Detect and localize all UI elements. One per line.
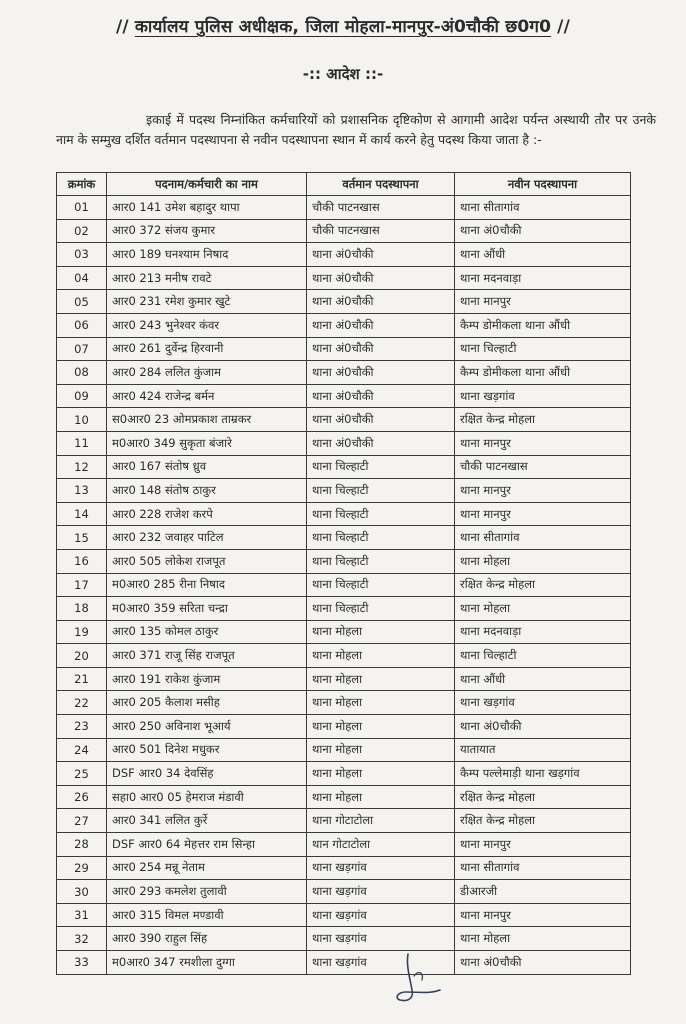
employee-name-cell: आर0 231 रमेश कुमार खुटे [107, 290, 307, 314]
current-posting-cell: थाना अं0चौकी [307, 431, 455, 455]
table-header-row [57, 173, 631, 196]
table-row [57, 243, 631, 267]
new-posting-cell: थाना खड़गांव [455, 691, 631, 715]
serial-cell: 24 [57, 738, 107, 762]
table-row [57, 880, 631, 904]
serial-cell: 07 [57, 337, 107, 361]
table-row [57, 667, 631, 691]
table-row [57, 951, 631, 975]
current-posting-cell: थाना खड़गांव [307, 856, 455, 880]
employee-name-cell: आर0 424 राजेन्द्र बर्मन [107, 384, 307, 408]
table-row [57, 196, 631, 220]
new-posting-cell: थाना खड़गांव [455, 384, 631, 408]
serial-cell: 21 [57, 667, 107, 691]
table-row [57, 219, 631, 243]
current-posting-cell: थाना अं0चौकी [307, 337, 455, 361]
employee-name-cell: म0आर0 349 सुकृता बंजारे [107, 431, 307, 455]
serial-cell: 15 [57, 526, 107, 550]
current-posting-cell: थाना खड़गांव [307, 903, 455, 927]
employee-name-cell: आर0 189 घनश्याम निषाद [107, 243, 307, 267]
new-posting-cell: रक्षित केन्द्र मोहला [455, 573, 631, 597]
current-posting-cell: थाना खड़गांव [307, 951, 455, 975]
new-posting-cell: रक्षित केन्द्र मोहला [455, 785, 631, 809]
serial-cell: 27 [57, 809, 107, 833]
table-row [57, 549, 631, 573]
serial-cell: 31 [57, 903, 107, 927]
header-name: पदनाम/कर्मचारी का नाम [107, 173, 307, 196]
new-posting-cell: थाना मोहला [455, 597, 631, 621]
current-posting-cell: थाना मोहला [307, 762, 455, 786]
employee-name-cell: आर0 284 ललित कुंजाम [107, 361, 307, 385]
new-posting-cell: थाना मदनवाड़ा [455, 266, 631, 290]
table-row [57, 502, 631, 526]
serial-cell: 03 [57, 243, 107, 267]
table-body [57, 196, 631, 975]
serial-cell: 16 [57, 549, 107, 573]
header-current-posting: वर्तमान पदस्थापना [307, 173, 455, 196]
serial-cell: 09 [57, 384, 107, 408]
table-row [57, 337, 631, 361]
current-posting-cell: थाना मोहला [307, 620, 455, 644]
current-posting-cell: थाना मोहला [307, 691, 455, 715]
serial-cell: 18 [57, 597, 107, 621]
table-row [57, 266, 631, 290]
table-row [57, 809, 631, 833]
intro-paragraph: इकाई में पदस्थ निम्नांकित कर्मचारियों को प्रशासनिक दृष्टिकोण से आगामी आदेश पर्यन्त अस्थायी तौर पर उनके नाम के सम्मुख दर्शित वर्तमान पदस्थापना से नवीन पदस्थापना स्थान में कार्य करने हेतु पदस्थ किया जाता है :- [56, 112, 656, 147]
serial-cell: 05 [57, 290, 107, 314]
table-row [57, 762, 631, 786]
current-posting-cell: थाना चिल्हाटी [307, 502, 455, 526]
employee-name-cell: म0आर0 285 रीना निषाद [107, 573, 307, 597]
signature-mark [388, 946, 448, 1008]
table-row [57, 738, 631, 762]
serial-cell: 01 [57, 196, 107, 220]
new-posting-cell: थाना मानपुर [455, 479, 631, 503]
current-posting-cell: थाना खड़गांव [307, 927, 455, 951]
table-row [57, 313, 631, 337]
serial-cell: 25 [57, 762, 107, 786]
serial-cell: 02 [57, 219, 107, 243]
new-posting-cell: थाना अं0चौकी [455, 219, 631, 243]
table-row [57, 597, 631, 621]
employee-name-cell: आर0 293 कमलेश तुलावी [107, 880, 307, 904]
employee-name-cell: आर0 141 उमेश बहादुर थापा [107, 196, 307, 220]
employee-name-cell: आर0 228 राजेश करपे [107, 502, 307, 526]
document-title [0, 14, 686, 37]
new-posting-cell: थाना औंधी [455, 667, 631, 691]
transfer-table [56, 172, 631, 975]
serial-cell: 17 [57, 573, 107, 597]
new-posting-cell: थाना मदनवाड़ा [455, 620, 631, 644]
employee-name-cell: आर0 371 राजू सिंह राजपूत [107, 644, 307, 668]
current-posting-cell: थाना खड़गांव [307, 880, 455, 904]
employee-name-cell: स0आर0 23 ओमप्रकाश ताम्रकर [107, 408, 307, 432]
new-posting-cell: थाना अं0चौकी [455, 715, 631, 739]
office-title: कार्यालय पुलिस अधीक्षक, जिला मोहला-मानपुर-अं0चौकी छ0ग0 [134, 17, 552, 37]
new-posting-cell: कैम्प पल्लेमाड़ी थाना खड़गांव [455, 762, 631, 786]
serial-cell: 33 [57, 951, 107, 975]
new-posting-cell: थाना चिल्हाटी [455, 337, 631, 361]
new-posting-cell: थाना मानपुर [455, 502, 631, 526]
table-row [57, 431, 631, 455]
employee-name-cell: आर0 243 भुनेश्वर कंवर [107, 313, 307, 337]
table-row [57, 903, 631, 927]
current-posting-cell: थाना मोहला [307, 785, 455, 809]
table-row [57, 526, 631, 550]
current-posting-cell: थाना अं0चौकी [307, 408, 455, 432]
employee-name-cell: आर0 191 राकेश कुंजाम [107, 667, 307, 691]
new-posting-cell: थाना सीतागांव [455, 526, 631, 550]
table-row [57, 833, 631, 857]
current-posting-cell: थाना चिल्हाटी [307, 549, 455, 573]
table-row [57, 573, 631, 597]
current-posting-cell: थाना अं0चौकी [307, 384, 455, 408]
employee-name-cell: DSF आर0 64 मेहत्तर राम सिन्हा [107, 833, 307, 857]
table-row [57, 408, 631, 432]
new-posting-cell: थाना मानपुर [455, 903, 631, 927]
serial-cell: 20 [57, 644, 107, 668]
employee-name-cell: म0आर0 359 सरिता चन्द्रा [107, 597, 307, 621]
new-posting-cell: थाना मानपुर [455, 290, 631, 314]
current-posting-cell: थाना अं0चौकी [307, 361, 455, 385]
serial-cell: 14 [57, 502, 107, 526]
new-posting-cell: डीआरजी [455, 880, 631, 904]
table-row [57, 691, 631, 715]
current-posting-cell: थाना मोहला [307, 715, 455, 739]
table-row [57, 384, 631, 408]
header-serial: क्रमांक [57, 173, 107, 196]
new-posting-cell: थाना मानपुर [455, 833, 631, 857]
current-posting-cell: थाना अं0चौकी [307, 266, 455, 290]
employee-name-cell: सहा0 आर0 05 हेमराज मंडावी [107, 785, 307, 809]
current-posting-cell: थान गोटाटोला [307, 833, 455, 857]
serial-cell: 30 [57, 880, 107, 904]
table-row [57, 927, 631, 951]
employee-name-cell: आर0 167 संतोष ध्रुव [107, 455, 307, 479]
current-posting-cell: चौकी पाटनखास [307, 219, 455, 243]
employee-name-cell: DSF आर0 34 देवसिंह [107, 762, 307, 786]
current-posting-cell: थाना चिल्हाटी [307, 526, 455, 550]
employee-name-cell: आर0 205 कैलाश मसीह [107, 691, 307, 715]
serial-cell: 32 [57, 927, 107, 951]
table-row [57, 715, 631, 739]
serial-cell: 04 [57, 266, 107, 290]
current-posting-cell: थाना मोहला [307, 667, 455, 691]
employee-name-cell: आर0 372 संजय कुमार [107, 219, 307, 243]
current-posting-cell: चौकी पाटनखास [307, 196, 455, 220]
employee-name-cell: आर0 213 मनीष रावटे [107, 266, 307, 290]
table-row [57, 644, 631, 668]
employee-name-cell: आर0 232 जवाहर पाटिल [107, 526, 307, 550]
table-row [57, 479, 631, 503]
serial-cell: 28 [57, 833, 107, 857]
new-posting-cell: रक्षित केन्द्र मोहला [455, 809, 631, 833]
new-posting-cell: कैम्प डोमीकला थाना औंधी [455, 361, 631, 385]
table-row [57, 361, 631, 385]
new-posting-cell: थाना सीतागांव [455, 196, 631, 220]
new-posting-cell: थाना मोहला [455, 927, 631, 951]
new-posting-cell: थाना औंधी [455, 243, 631, 267]
serial-cell: 10 [57, 408, 107, 432]
current-posting-cell: थाना चिल्हाटी [307, 455, 455, 479]
employee-name-cell: आर0 390 राहुल सिंह [107, 927, 307, 951]
serial-cell: 22 [57, 691, 107, 715]
serial-cell: 19 [57, 620, 107, 644]
employee-name-cell: आर0 135 कोमल ठाकुर [107, 620, 307, 644]
new-posting-cell: थाना अं0चौकी [455, 951, 631, 975]
current-posting-cell: थाना चिल्हाटी [307, 479, 455, 503]
title-slashes-right: // [557, 17, 570, 37]
current-posting-cell: थाना गोटाटोला [307, 809, 455, 833]
current-posting-cell: थाना अं0चौकी [307, 243, 455, 267]
title-slashes-left: // [116, 17, 129, 37]
serial-cell: 08 [57, 361, 107, 385]
employee-name-cell: आर0 250 अविनाश भूआर्य [107, 715, 307, 739]
employee-name-cell: म0आर0 347 रमशीला दुग्गा [107, 951, 307, 975]
current-posting-cell: थाना मोहला [307, 738, 455, 762]
serial-cell: 26 [57, 785, 107, 809]
new-posting-cell: रक्षित केन्द्र मोहला [455, 408, 631, 432]
employee-name-cell: आर0 341 ललित कुर्रे [107, 809, 307, 833]
table-row [57, 856, 631, 880]
current-posting-cell: थाना अं0चौकी [307, 313, 455, 337]
new-posting-cell: चौकी पाटनखास [455, 455, 631, 479]
serial-cell: 13 [57, 479, 107, 503]
new-posting-cell: कैम्प डोमीकला थाना औंधी [455, 313, 631, 337]
order-heading: -:: आदेश ::- [302, 65, 384, 83]
employee-name-cell: आर0 505 लोकेश राजपूत [107, 549, 307, 573]
current-posting-cell: थाना मोहला [307, 644, 455, 668]
new-posting-cell: थाना मोहला [455, 549, 631, 573]
employee-name-cell: आर0 148 संतोष ठाकुर [107, 479, 307, 503]
new-posting-cell: थाना सीतागांव [455, 856, 631, 880]
employee-name-cell: आर0 501 दिनेश मधुकर [107, 738, 307, 762]
employee-name-cell: आर0 261 दुर्वेन्द्र हिरवानी [107, 337, 307, 361]
serial-cell: 12 [57, 455, 107, 479]
new-posting-cell: यातायात [455, 738, 631, 762]
serial-cell: 23 [57, 715, 107, 739]
current-posting-cell: थाना अं0चौकी [307, 290, 455, 314]
employee-name-cell: आर0 315 विमल मण्डावी [107, 903, 307, 927]
serial-cell: 06 [57, 313, 107, 337]
table-row [57, 620, 631, 644]
table-row [57, 785, 631, 809]
new-posting-cell: थाना चिल्हाटी [455, 644, 631, 668]
current-posting-cell: थाना चिल्हाटी [307, 597, 455, 621]
serial-cell: 11 [57, 431, 107, 455]
employee-name-cell: आर0 254 मन्नू नेताम [107, 856, 307, 880]
table-row [57, 290, 631, 314]
table-row [57, 455, 631, 479]
header-new-posting: नवीन पदस्थापना [455, 173, 631, 196]
current-posting-cell: थाना चिल्हाटी [307, 573, 455, 597]
serial-cell: 29 [57, 856, 107, 880]
new-posting-cell: थाना मानपुर [455, 431, 631, 455]
